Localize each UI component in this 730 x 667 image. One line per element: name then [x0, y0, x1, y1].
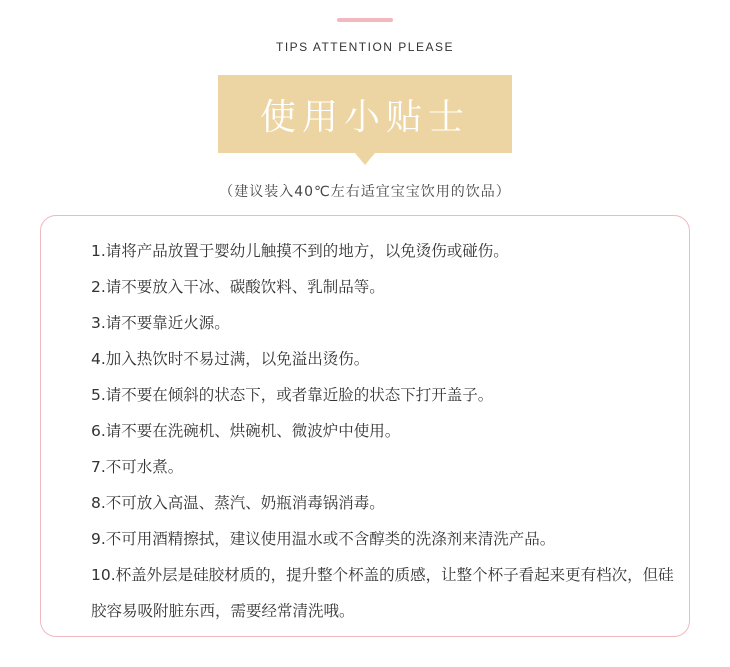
rules-panel: [40, 215, 690, 637]
rule-item: 4.加入热饮时不易过满，以免溢出烫伤。: [91, 350, 370, 368]
rule-item: 10.杯盖外层是硅胶材质的，提升整个杯盖的质感，让整个杯子看起来更有档次，但硅胶容易吸附脏东西，需要经常清洗哦。: [91, 566, 674, 620]
title-banner: [218, 75, 512, 153]
page-title: 使用小贴士: [259, 96, 470, 138]
rule-item: 1.请将产品放置于婴幼儿触摸不到的地方，以免烫伤或碰伤。: [91, 242, 509, 260]
rule-item: 3.请不要靠近火源。: [91, 314, 230, 332]
decorative-top-bar: [337, 18, 393, 22]
tips-heading: TIPS ATTENTION PLEASE: [276, 40, 454, 54]
rule-item: 7.不可水煮。: [91, 458, 184, 476]
rule-item: 6.请不要在洗碗机、烘碗机、微波炉中使用。: [91, 422, 401, 440]
rule-item: 9.不可用酒精擦拭，建议使用温水或不含醇类的洗涤剂来清洗产品。: [91, 530, 556, 548]
rules-list: [91, 233, 681, 629]
rule-item: 8.不可放入高温、蒸汽、奶瓶消毒锅消毒。: [91, 494, 385, 512]
rule-item: 2.请不要放入干冰、碳酸饮料、乳制品等。: [91, 278, 385, 296]
subtitle: （建议装入40℃左右适宜宝宝饮用的饮品）: [219, 184, 511, 200]
rule-item: 5.请不要在倾斜的状态下，或者靠近脸的状态下打开盖子。: [91, 386, 494, 404]
